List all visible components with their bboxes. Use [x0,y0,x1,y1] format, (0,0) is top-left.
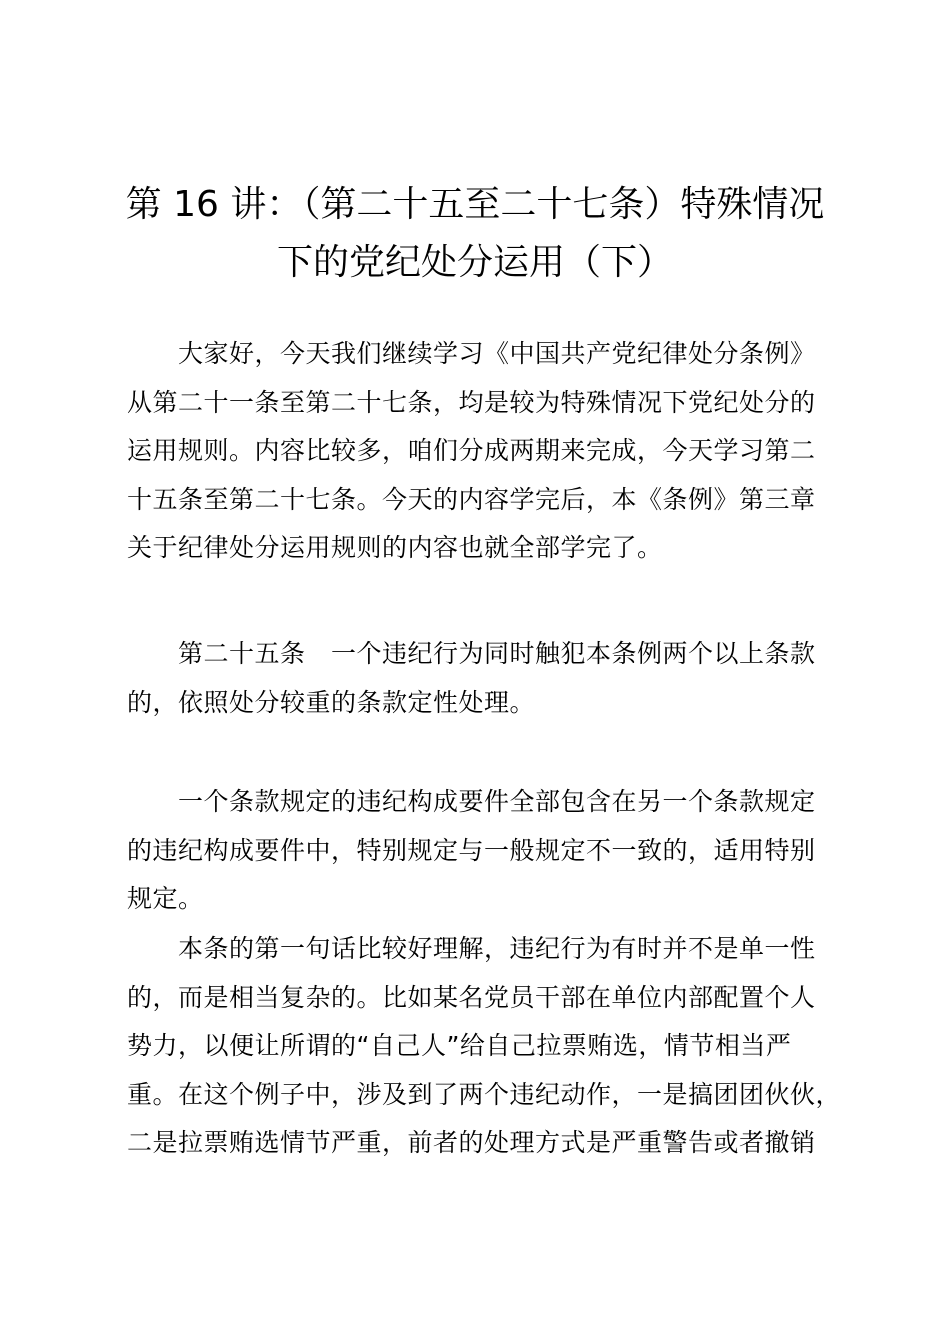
text-line: 的违纪构成要件中，特别规定与一般规定不一致的，适用特别 [127,835,816,865]
explanation-paragraph [127,925,847,1168]
document-title [100,176,850,292]
article-25-paragraph [127,630,847,727]
title-line-2: 下的党纪处分运用（下） [276,242,673,283]
text-line: 二是拉票贿选情节严重，前者的处理方式是严重警告或者撤销 [127,1128,816,1157]
text-line: 重。在这个例子中，涉及到了两个违纪动作，一是搞团团伙伙， [127,1079,842,1109]
title-line-1: 第 16 讲：（第二十五至二十七条）特殊情况 [125,184,825,225]
text-line: 运用规则。内容比较多，咱们分成两期来完成，今天学习第二 [127,436,816,465]
text-line: 的，依照处分较重的条款定性处理。 [127,687,536,717]
text-line: 势力，以便让所谓的“自己人”给自己拉票贿选，情节相当严 [127,1031,792,1060]
text-line: 一个条款规定的违纪构成要件全部包含在另一个条款规定 [127,787,816,816]
text-line: 十五条至第二十七条。今天的内容学完后，本《条例》第三章 [127,484,816,514]
text-line: 第二十五条 一个违纪行为同时触犯本条例两个以上条款 [127,639,816,668]
text-line: 规定。 [127,884,204,913]
text-line: 大家好，今天我们继续学习《中国共产党纪律处分条例》 [127,339,816,368]
text-line: 从第二十一条至第二十七条，均是较为特殊情况下党纪处分的 [127,387,816,417]
article-25-clause-2-paragraph [127,778,847,924]
text-line: 的，而是相当复杂的。比如某名党员干部在单位内部配置个人 [127,982,816,1012]
intro-paragraph [127,330,847,573]
text-line: 关于纪律处分运用规则的内容也就全部学完了。 [127,533,663,562]
text-line: 本条的第一句话比较好理解，违纪行为有时并不是单一性 [127,934,816,963]
